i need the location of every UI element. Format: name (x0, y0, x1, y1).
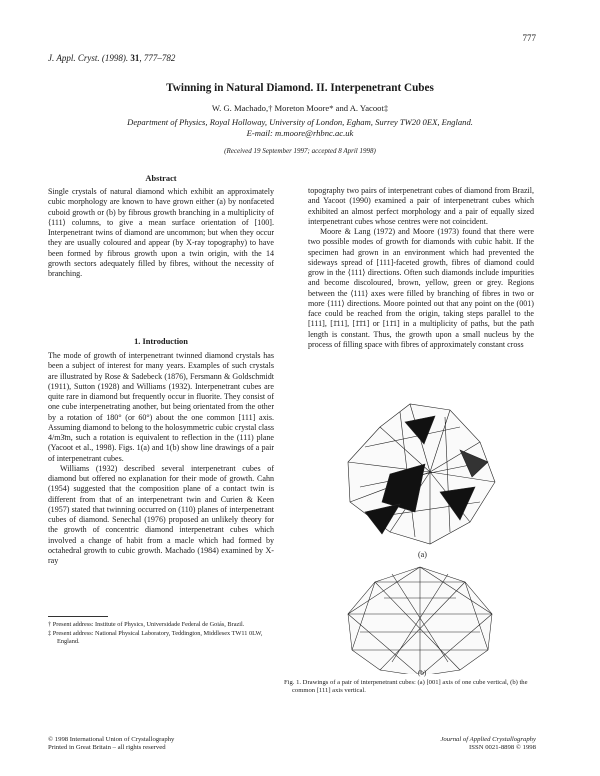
journal-pages: , 777–782 (139, 53, 176, 63)
figure-caption-text: Fig. 1. Drawings of a pair of interpenetrant cubes: (a) [001] axis of one cube vertical, (b) the common [111] axis vertical. (284, 679, 528, 694)
abstract-heading: Abstract (145, 174, 177, 183)
abstract-paragraph: Single crystals of natural diamond which exhibit an approximately cubic morphology are known to have grown either (a) by nonfaceted cuboid growth or (b) by fibrous growth branching in a multiplicity of ⟨111⟩ columns, to give a mean surface orientation of [100]. Interpenetrant twins of diamond are uncommon; but when they occur they are usually coloured and appear (by X-ray topography) to have been formed by fibrous growth upon a twin origin, with the 14 growth sectors adequately filled by fibres, without the necessity of branching. (48, 187, 274, 278)
received-dates: (Received 19 September 1997; accepted 8 April 1998) (224, 147, 376, 155)
figure-1-drawings (320, 402, 520, 674)
footnote-1: † Present address: Institute of Physics, Universidade Federal de Goiás, Brazil. (48, 621, 245, 628)
page-number: 777 (522, 33, 536, 43)
right-paragraph-2: Moore & Lang (1972) and Moore (1973) found that there were two possible modes of growth for diamonds with cubic habit. If the specimen had grown in an environment which had prevented the sideways spread of [111]-faceted growth, fibres of diamond could grow in the ⟨111⟩ directions. Often such diamonds include impurities and become discoloured, brown, yellow, green or grey. Regions between the ⟨111⟩ axes were filled by branching of fibres in two or more ⟨111⟩ directions. Moore pointed out that any point on the (001) face could be reached from the origin, taking steps parallel to the [111], [1̄11], [1̄1̄1] or [11̄1] in a multiplicity of paths, but the path length is constant. Thus, the growth upon a small nucleus by the process of filling space with fibres of approximately constant cross (308, 227, 534, 349)
copyright-block (48, 736, 174, 752)
copyright-line: © 1998 International Union of Crystallography (48, 736, 175, 743)
journal-footer-name: Journal of Applied Crystallography (440, 736, 536, 743)
affiliation (0, 117, 600, 139)
author-list: W. G. Machado,† Moreton Moore* and A. Yacoot‡ (211, 103, 389, 113)
journal-footer (440, 736, 536, 752)
intro-paragraph-1: The mode of growth of interpenetrant twinned diamond crystals has been a subject of interest for many years. Examples of such crystals are illustrated by Rose & Sadebeck (1876), Fersmann & Goldschmidt (1911), Sutton (1928) and Williams (1932). Interpenetrant cubes are quite rare in diamond but frequently occur in fluorite. They consist of one cube interpenetrating another, but being orientated from the other by a rotation of 180° (or 60°) about the one common [111] axis. Assuming diamond to belong to the holosymmetric cubic crystal class 4/m3̄m, such a rotation is equivalent to reflection in the (111) plane (Yacoot et al., 1998). Figs. 1(a) and 1(b) show line drawings of a pair of interpenetrant cubes. (48, 351, 274, 463)
right-paragraph-1: topography two pairs of interpenetrant cubes of diamond from Brazil, and Yacoot (1990) examined a pair of interpenetrant cubes which exhibited an almost perfect morphology and a pair of equally sized interpenetrant cubes whose centres were not coincident. (308, 186, 534, 226)
footnote-2: ‡ Present address: National Physical Laboratory, Teddington, Middlesex TW11 0LW, England. (48, 630, 263, 645)
figure-label-a: (a) (418, 550, 427, 559)
footnotes (48, 621, 274, 647)
journal-name: J. Appl. Cryst. (48, 53, 100, 63)
right-column-body (308, 186, 534, 350)
abstract-text (48, 187, 274, 279)
printed-line: Printed in Great Britain – all rights reserved (48, 744, 166, 751)
journal-reference (48, 53, 175, 63)
figure-caption (284, 679, 534, 695)
affiliation-email: E-mail: m.moore@rhbnc.ac.uk (246, 128, 354, 138)
introduction-heading: 1. Introduction (134, 337, 188, 346)
footnote-divider (48, 616, 108, 617)
paper-title: Twinning in Natural Diamond. II. Interpenetrant Cubes (166, 82, 434, 94)
figure-1 (320, 402, 520, 674)
issn-line: ISSN 0021-8898 © 1998 (469, 744, 536, 751)
journal-year: (1998). (101, 53, 129, 63)
affiliation-address: Department of Physics, Royal Holloway, University of London, Egham, Surrey TW20 0EX, England. (127, 117, 473, 127)
drawing-a (348, 404, 495, 544)
figure-label-b: (b) (418, 669, 427, 677)
journal-volume: 31 (130, 53, 140, 63)
drawing-b (348, 567, 492, 674)
intro-paragraph-2: Williams (1932) described several interpenetrant cubes of diamond but offered no explanation for their mode of growth. Cahn (1954) suggested that the composition plane of a contact twin is different from that of an interpenetrant twin and Curien & Keen (1957) stated that twinning occurred on (110) planes of interpenetrant cubes of diamond. Senechal (1976) proposed an unlikely theory for the growth of concentric diamond interpenetrant cubes which involved a change of habit from a macle which had formed by octahedral growth to cubic growth. Machado (1984) examined by X-ray (48, 463, 274, 565)
introduction-body (48, 351, 274, 566)
